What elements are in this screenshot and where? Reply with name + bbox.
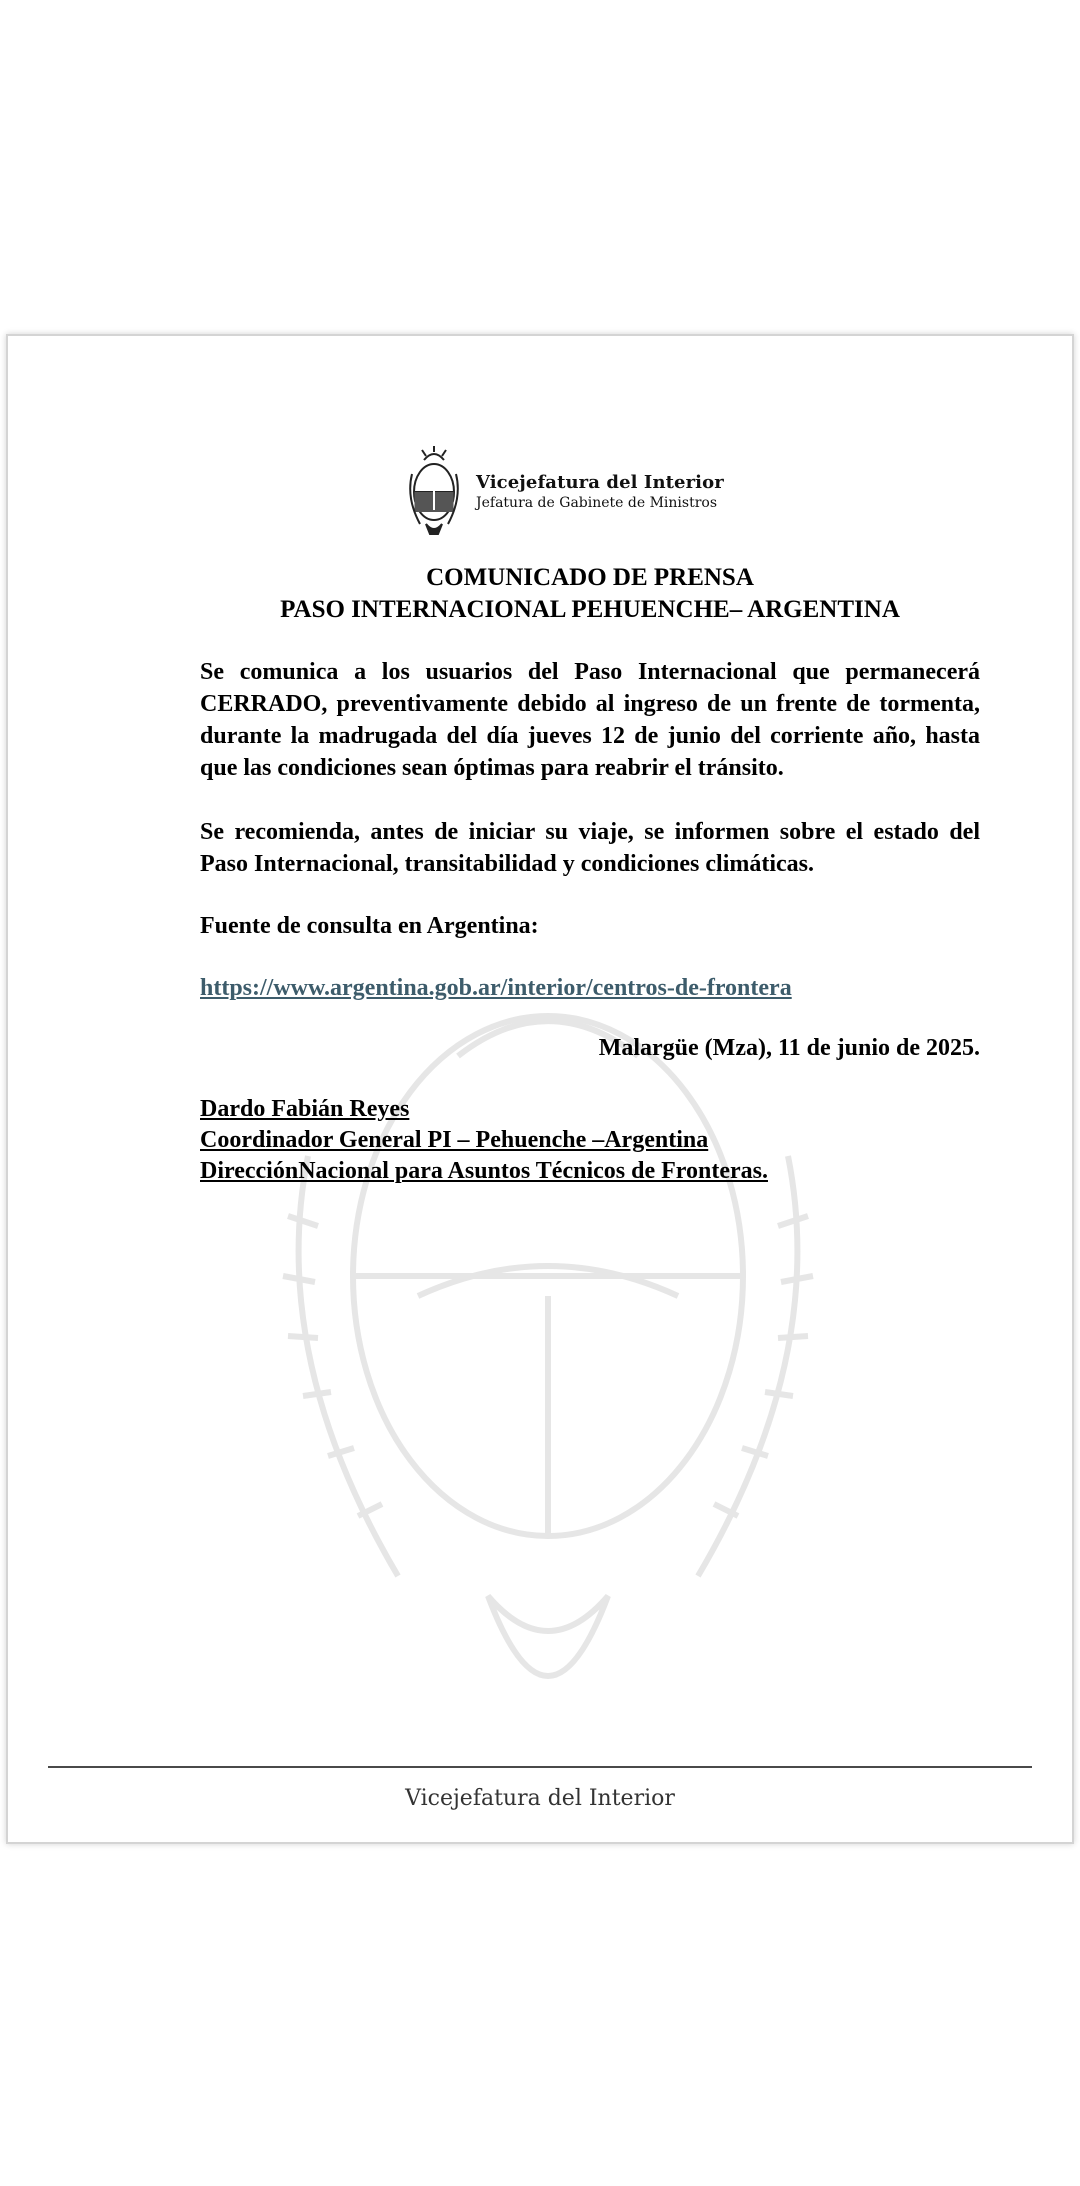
footer-text: Vicejefatura del Interior (405, 1786, 675, 1811)
paragraph-recommendation: Se recomienda, antes de iniciar su viaje, se informen sobre el estado del Paso Internacional, transitabilidad y condiciones climáticas. (200, 819, 980, 877)
paragraph-closure-notice: Se comunica a los usuarios del Paso Internacional que permanecerá CERRADO, preventivamente debido al ingreso de un frente de tormenta, durante la madrugada del día jueves 12 de junio del corriente año, hasta que las condiciones sean óptimas para reabrir el tránsito. (200, 659, 980, 781)
source-link[interactable]: https://www.argentina.gob.ar/interior/centros-de-frontera (200, 975, 792, 1001)
ministry-logo (406, 444, 724, 540)
date-place: Malargüe (Mza), 11 de junio de 2025. (598, 1035, 980, 1061)
title-line1: COMUNICADO DE PRENSA (426, 564, 754, 591)
footer-divider (48, 1766, 1032, 1768)
signature-block (200, 1094, 980, 1187)
signatory-role: Coordinador General PI – Pehuenche –Argentina (200, 1127, 709, 1153)
signatory-name: Dardo Fabián Reyes (200, 1096, 410, 1122)
org-parent: Jefatura de Gabinete de Ministros (476, 495, 718, 511)
org-name: Vicejefatura del Interior (476, 472, 724, 493)
title-line2: PASO INTERNACIONAL PEHUENCHE– ARGENTINA (280, 596, 900, 623)
source-label: Fuente de consulta en Argentina: (200, 913, 539, 939)
press-release-content (200, 562, 980, 1187)
signatory-office: DirecciónNacional para Asuntos Técnicos de Fronteras. (200, 1158, 768, 1184)
coat-of-arms-icon (406, 446, 462, 538)
document-page (6, 334, 1074, 1844)
